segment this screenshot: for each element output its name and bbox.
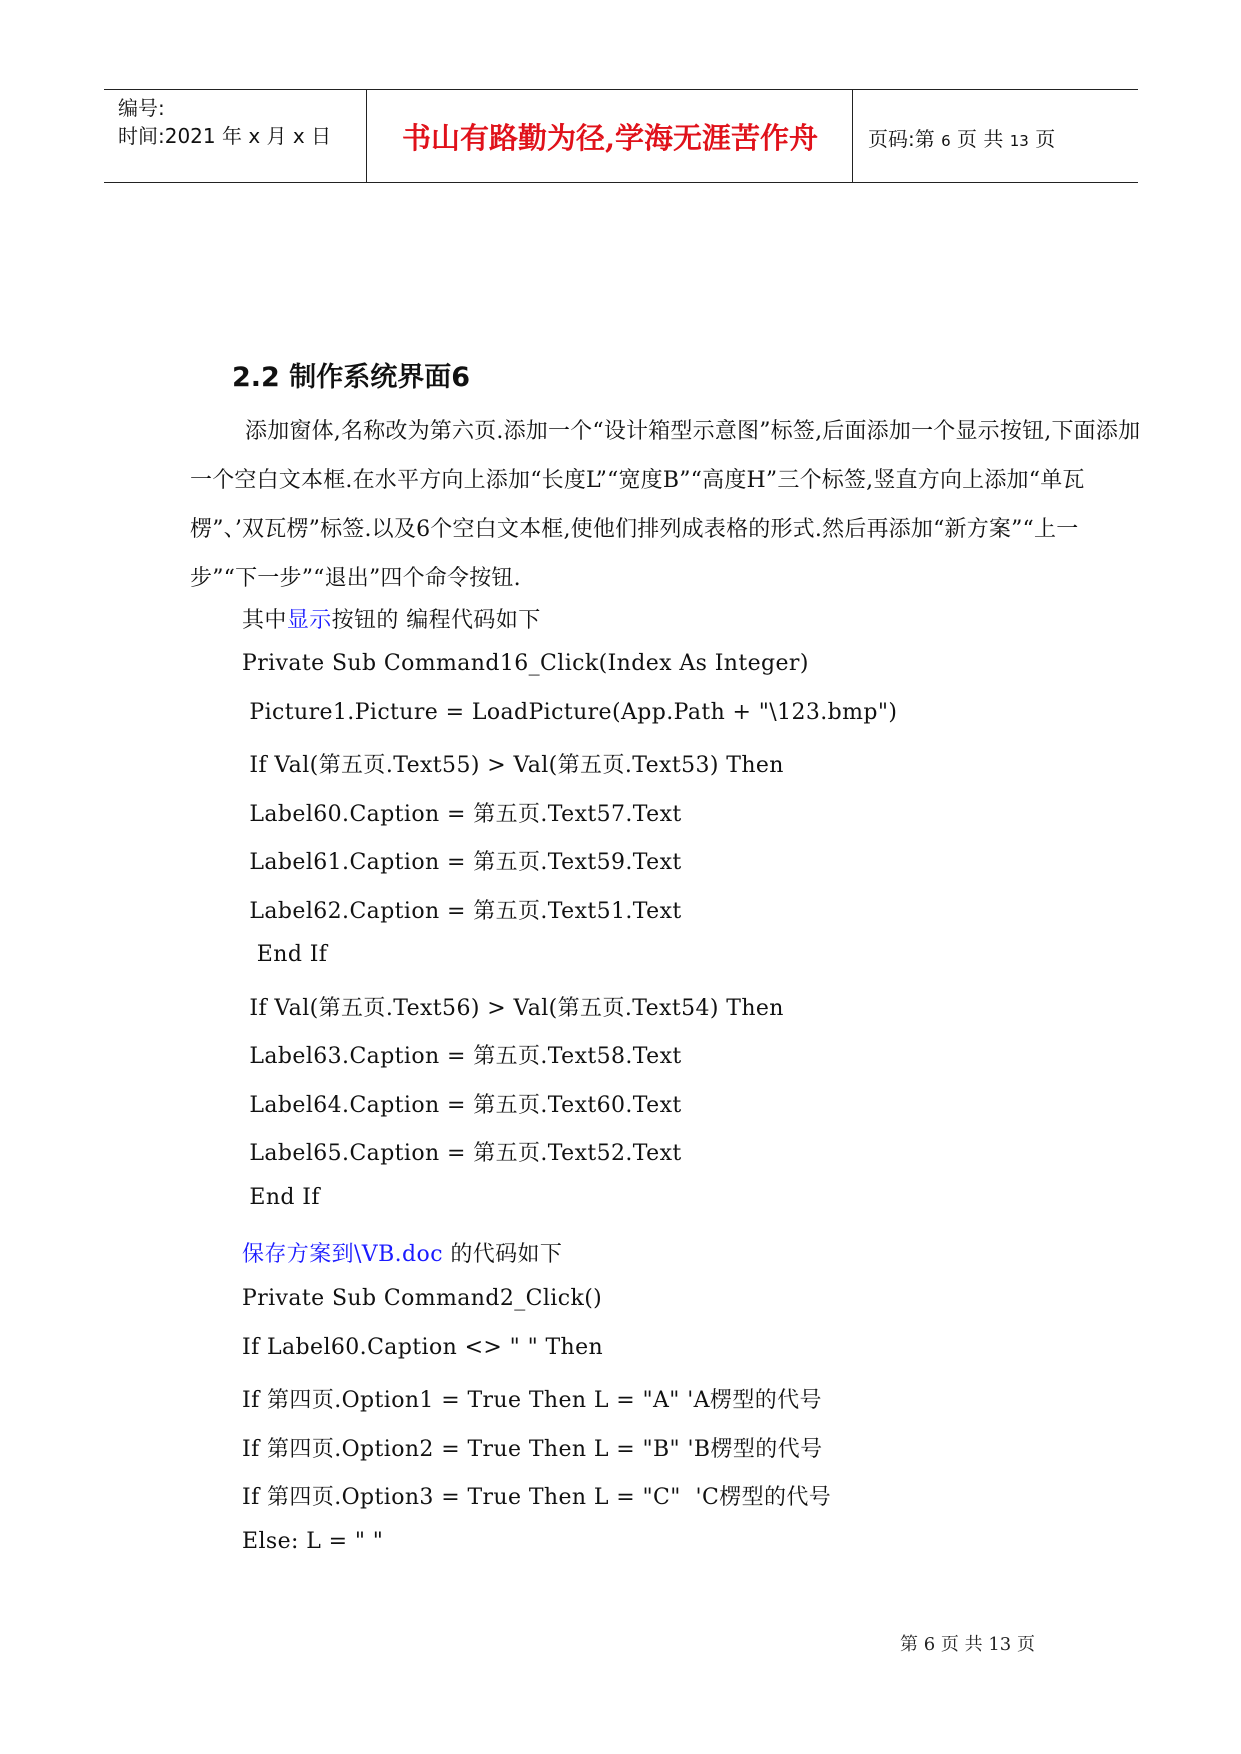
code-line: If Val(第五页.Text55) > Val(第五页.Text53) Then: [242, 753, 784, 778]
save-scheme-link[interactable]: 保存方案到\VB.doc: [242, 1242, 443, 1267]
code-line: Label65.Caption = 第五页.Text52.Text: [242, 1141, 682, 1166]
page-current-number: 6: [941, 132, 951, 150]
code-line: Private Sub Command2_Click(): [242, 1286, 603, 1311]
document-time-label: 时间:2021 年 x 月 x 日: [118, 124, 332, 148]
header-motto: 书山有路勤为径,学海无涯苦作舟: [401, 121, 819, 155]
page-footer: 第 6 页 共 13 页: [900, 1634, 1035, 1655]
code-line: Else: L = " ": [242, 1528, 384, 1554]
code-line: Picture1.Picture = LoadPicture(App.Path + "\123.bmp"): [242, 699, 898, 725]
page-total-number: 13: [1009, 132, 1029, 150]
display-button-link[interactable]: 显示: [286, 608, 332, 633]
header-page-code: [868, 123, 1055, 152]
code-line: Label64.Caption = 第五页.Text60.Text: [242, 1092, 682, 1118]
code-line: If 第四页.Option3 = True Then L = "C" 'C楞型的代号: [242, 1485, 832, 1510]
page-header: [104, 89, 1138, 183]
document-number-label: 编号:: [118, 96, 165, 120]
code-line: If Label60.Caption <> " " Then: [242, 1334, 604, 1360]
code-line: Label62.Caption = 第五页.Text51.Text: [242, 898, 682, 924]
section-heading: 2.2 制作系统界面6: [232, 362, 471, 393]
code-line: If Val(第五页.Text56) > Val(第五页.Text54) Then: [242, 995, 784, 1021]
header-motto-cell: [368, 90, 853, 182]
header-page-cell: [854, 90, 1138, 182]
page-suffix-label: 页: [1035, 127, 1056, 151]
save-intro-after: 的代码如下: [442, 1242, 563, 1267]
code-line: If 第四页.Option2 = True Then L = "B" 'B楞型的代号: [242, 1436, 823, 1462]
save-intro-line: [242, 1237, 562, 1268]
code-line: If 第四页.Option1 = True Then L = "A" 'A楞型的代号: [242, 1388, 822, 1413]
header-info-cell: [104, 90, 367, 182]
intro-text-after: 按钮的 编程代码如下: [331, 608, 541, 633]
code-line: End If: [242, 1184, 320, 1210]
body-paragraph: 添加窗体,名称改为第六页.添加一个“设计箱型示意图”标签,后面添加一个显示按钮,下面添加一个空白文本框.在水平方向上添加“长度L”“宽度B”“高度H”三个标签,竖直方向上添加“单瓦楞”、’双瓦楞”标签.以及6个空白文本框,使他们排列成表格的形式.然后再添加“新方案”“上一步”“下一步”“退出”四个命令按钮.: [190, 419, 1141, 591]
code-line: Label61.Caption = 第五页.Text59.Text: [242, 850, 682, 875]
code-line: Label63.Caption = 第五页.Text58.Text: [242, 1044, 682, 1069]
page-code-label: 页码:第: [868, 127, 935, 151]
page-mid-label: 页 共: [957, 127, 1004, 151]
code-line: Private Sub Command16_Click(Index As Integer): [242, 651, 809, 676]
code-line: Label60.Caption = 第五页.Text57.Text: [242, 801, 682, 827]
intro-text-before: 其中: [242, 608, 287, 633]
code-intro-line: [242, 603, 541, 634]
code-line: End If: [242, 942, 328, 967]
